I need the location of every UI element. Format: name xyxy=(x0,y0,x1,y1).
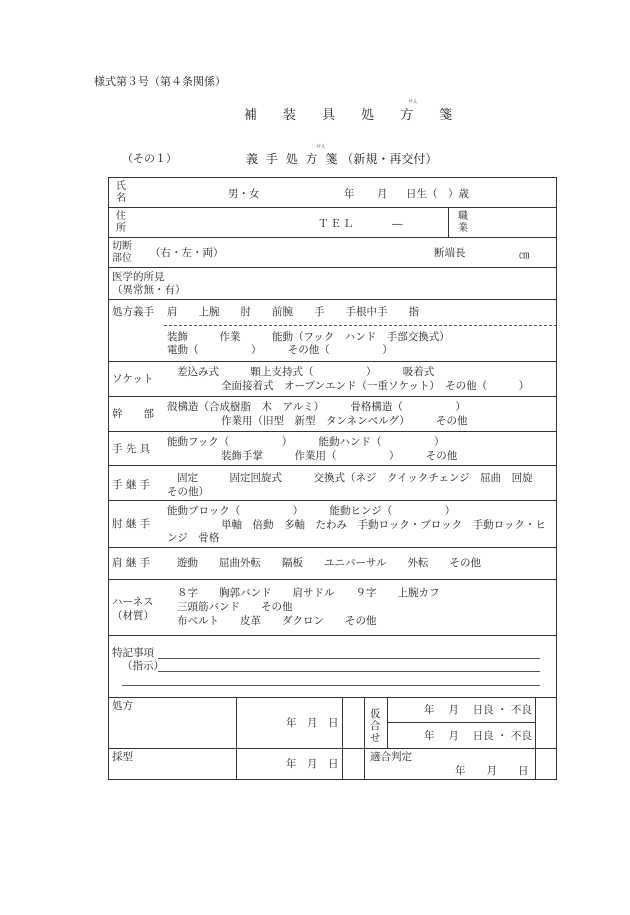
prescription-label: 処方 xyxy=(112,700,133,712)
medical-findings-status: （異常無・有） xyxy=(112,284,186,296)
col-divider xyxy=(535,697,536,780)
subtitle-char: 義 xyxy=(246,152,259,166)
wrist-options: 固定 固定回旋式 交換式（ネジ クイックチェンジ 屈曲 回旋 xyxy=(177,472,533,484)
casting-date: 年 月 日 xyxy=(286,758,339,770)
terminal-device-label: 手 先 具 xyxy=(112,443,151,455)
birth-day-age: 日生（ ）歳 xyxy=(406,188,469,200)
shoulder-joint-label: 肩 継 手 xyxy=(112,557,151,569)
prescription-date: 年 月 日 xyxy=(286,717,339,729)
elbow-joint-label: 肘 継 手 xyxy=(112,518,151,530)
col-divider xyxy=(387,697,388,748)
socket-label: ソケット xyxy=(112,373,154,385)
dashed-divider xyxy=(164,325,557,326)
title-char: 補 xyxy=(244,108,258,123)
row-divider xyxy=(108,207,557,208)
subtitle-char: 箋 xyxy=(325,152,338,166)
fitting-result-1: 年 月 日良 ・ 不良 xyxy=(424,704,532,716)
row-divider xyxy=(108,267,557,268)
row-divider xyxy=(108,431,557,432)
row-divider xyxy=(108,500,557,501)
row-divider xyxy=(108,465,557,466)
fitting-label-2: 合 xyxy=(370,720,381,732)
subtitle-suffix: （新規・再交付） xyxy=(341,152,438,166)
shoulder-options: 遊動 屈曲外転 隔板 ユニバーサル 外転 その他 xyxy=(177,557,481,569)
subtitle-char: 手 xyxy=(265,152,278,166)
row-divider xyxy=(108,579,557,580)
part-label: （その１） xyxy=(122,152,177,165)
title-char: 処 xyxy=(361,108,375,123)
job-divider xyxy=(448,207,449,237)
form-number: 様式第３号（第４条関係） xyxy=(94,75,226,88)
harness-options-2: 三頭筋バンド その他 xyxy=(177,601,293,613)
notes-line[interactable] xyxy=(122,685,540,686)
harness-options: ８字 胸郭バンド 肩サドル ９字 上腕カフ xyxy=(177,587,440,599)
fit-judgement-label: 適合判定 xyxy=(370,751,412,763)
socket-options: 差込み式 顆上支持式（ ） 吸着式 xyxy=(177,366,435,378)
form-subtitle xyxy=(246,150,437,167)
title-char: 方 xyxy=(400,108,414,123)
job-label: 職 xyxy=(458,211,468,222)
address-label-2: 所 xyxy=(116,223,126,234)
elbow-options-2: 単軸 倍動 多軸 たわみ 手動ロック・ブロック 手動ロック・ヒ xyxy=(221,519,546,531)
tel-label: ＴＥＬ xyxy=(318,218,356,230)
row-divider xyxy=(108,635,557,636)
fitting-result-2: 年 月 日良 ・ 不良 xyxy=(424,730,532,742)
fitting-label: 仮 xyxy=(370,708,381,720)
amputation-levels: 肩 上腕 肘 前腕 手 手根中手 指 xyxy=(167,306,419,318)
address-label: 住 xyxy=(116,211,126,222)
row-divider xyxy=(108,299,557,300)
amputation-side: （右・左・両） xyxy=(150,247,224,259)
trunk-options: 殻構造（合成樹脂 木 アルミ） 骨格構造（ ） xyxy=(167,401,466,413)
row-divider xyxy=(108,237,557,238)
title-char: 装 xyxy=(283,108,297,123)
wrist-options-2: その他） xyxy=(167,486,209,498)
gender-field: 男・女 xyxy=(228,188,260,200)
notes-line[interactable] xyxy=(158,658,540,659)
amputation-label-2: 部位 xyxy=(112,253,132,264)
job-label-2: 業 xyxy=(458,223,468,234)
socket-options-2: 全面接着式 オープンエンド（一重ソケット） その他（ ） xyxy=(221,380,530,392)
notes-instruction-label: （指示） xyxy=(122,660,164,672)
wrist-joint-label: 手 継 手 xyxy=(112,479,151,491)
col-divider xyxy=(342,697,343,780)
prosthesis-types: 装飾 作業 能動（フック ハンド 手部交換式） xyxy=(167,331,450,343)
harness-label: ハーネス xyxy=(112,596,154,608)
elbow-options: 能動ブロック（ ） 能動ヒンジ（ ） xyxy=(167,505,456,517)
trunk-label: 幹 部 xyxy=(112,408,154,420)
birth-month: 月 xyxy=(377,188,388,200)
notes-line[interactable] xyxy=(158,671,540,672)
tel-dash: ― xyxy=(392,218,403,230)
subtitle-ruby: せん xyxy=(316,144,327,150)
terminal-options-2: 装飾手掌 作業用（ ） その他 xyxy=(221,450,458,462)
harness-options-3: 布ベルト 皮革 ダクロン その他 xyxy=(177,615,377,627)
row-divider xyxy=(108,361,557,362)
row-divider xyxy=(108,697,557,698)
title-char: 具 xyxy=(322,108,336,123)
stump-length-label: 断端長 xyxy=(434,247,466,259)
row-divider xyxy=(108,748,557,749)
medical-findings-label: 医学的所見 xyxy=(112,271,165,283)
casting-label: 採型 xyxy=(112,751,133,763)
amputation-label: 切断 xyxy=(112,241,132,252)
col-divider xyxy=(364,697,365,780)
subtitle-char: 処 xyxy=(285,152,298,166)
harness-material-label: （材質） xyxy=(112,610,154,622)
fit-judgement-date: 年 月 日 xyxy=(455,765,529,777)
fitting-divider xyxy=(387,722,535,723)
notes-label: 特記事項 xyxy=(112,647,154,659)
fitting-label-3: せ xyxy=(370,732,381,744)
trunk-options-2: 作業用（旧型 新型 タンネンベルグ） その他 xyxy=(221,415,468,427)
row-divider xyxy=(108,547,557,548)
terminal-options: 能動フック（ ） 能動ハンド（ ） xyxy=(167,436,445,448)
subtitle-char: 方 xyxy=(305,152,318,166)
stump-unit: ㎝ xyxy=(519,249,530,261)
title-char: 箋 xyxy=(439,108,453,123)
elbow-options-3: ンジ 骨格 xyxy=(167,532,220,544)
prosthesis-types-2: 電動（ ） その他（ ） xyxy=(167,344,393,356)
name-label-2: 名 xyxy=(116,193,126,204)
prosthesis-label: 処方義手 xyxy=(112,306,154,318)
row-divider xyxy=(108,396,557,397)
form-title xyxy=(244,104,478,123)
title-ruby: せん xyxy=(408,99,419,105)
birth-year: 年 xyxy=(344,188,355,200)
col-divider xyxy=(236,697,237,780)
name-label: 氏 xyxy=(116,181,126,192)
